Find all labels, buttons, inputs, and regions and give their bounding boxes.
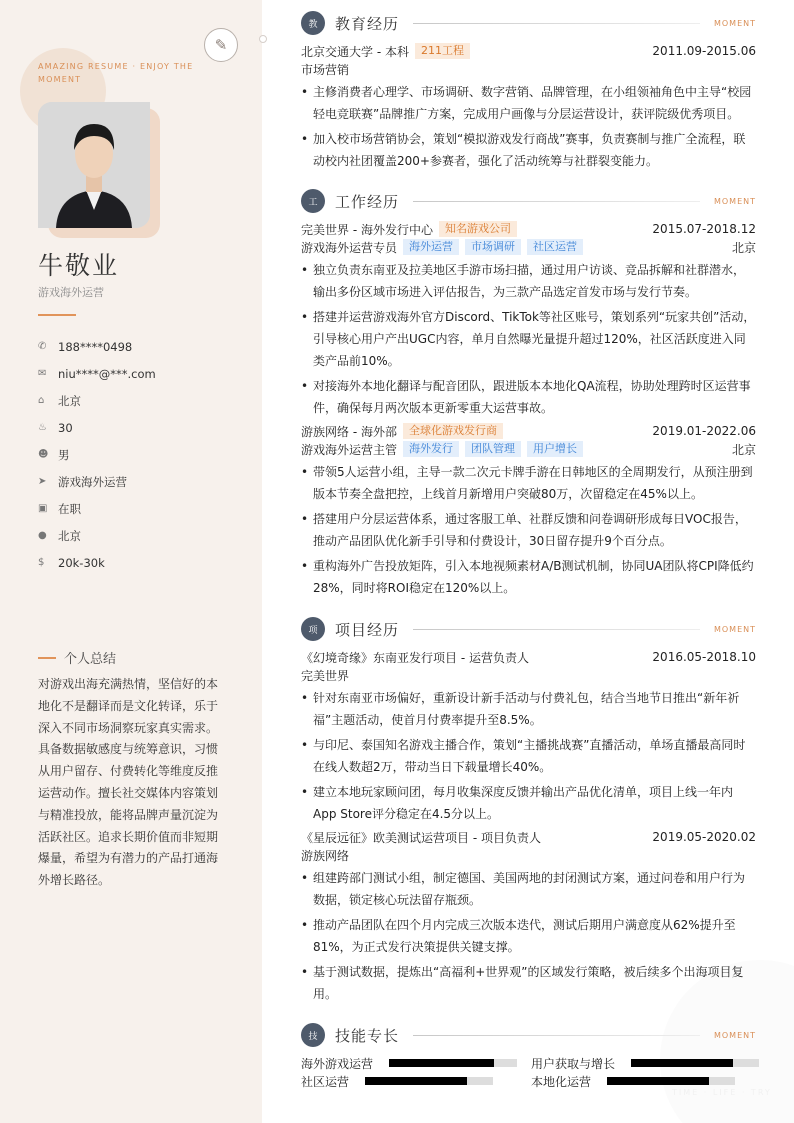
contact-info-item bbox=[38, 387, 156, 414]
work-date: 2019.01-2022.06 bbox=[652, 424, 756, 438]
project-entry bbox=[301, 828, 756, 1005]
summary-text: 对游戏出海充满热情，坚信好的本地化不是翻译而是文化转译，乐于深入不同市场洞察玩家真实需求。具备数据敏感度与统筹意识，习惯从用户留存、付费转化等维度反推运营动作。擅长社交媒体内容策划与精准投放，能将品牌声量沉淀为活跃社区。追求长期价值而非短期爆量，希望为有潜力的产品打通海外增长路径。 bbox=[38, 677, 219, 888]
company-name: 完美世界 - 海外发行中心 bbox=[301, 222, 433, 237]
role-tag: 海外运营 bbox=[403, 239, 459, 255]
contact-info-text: niu****@***.com bbox=[58, 366, 156, 381]
section-badge: 教 bbox=[301, 11, 325, 35]
contact-info-text: 男 bbox=[58, 447, 70, 462]
briefcase-icon: ▣ bbox=[38, 503, 48, 514]
section-divider bbox=[413, 1035, 700, 1036]
section-education-header bbox=[301, 10, 756, 36]
candidate-name: 牛敬业 bbox=[38, 251, 120, 280]
company-tag: 知名游戏公司 bbox=[439, 221, 517, 237]
project-name: 《幻境奇缘》东南亚发行项目 - 运营负责人 bbox=[301, 650, 529, 665]
tagline: AMAZING RESUME · ENJOY THE MOMENT bbox=[38, 62, 194, 84]
list-item: • 加入校市场营销协会，策划“模拟游戏发行商战”赛事，负责赛制与推广全流程，联动校内社团覆盖200+参赛者，强化了活动统筹与社群裂变能力。 bbox=[301, 128, 756, 172]
section-skills-header bbox=[301, 1022, 756, 1048]
skill-level-fill bbox=[631, 1059, 733, 1067]
gender-icon: ☻ bbox=[38, 449, 49, 460]
project-name: 《星辰远征》欧美测试运营项目 - 项目负责人 bbox=[301, 830, 541, 845]
education-block bbox=[301, 42, 756, 172]
sidebar bbox=[0, 0, 262, 1123]
skill-item bbox=[531, 1054, 759, 1072]
role-name: 游戏海外运营主管 bbox=[301, 442, 398, 457]
accent-divider bbox=[38, 314, 76, 316]
section-moment-label: MOMENT bbox=[713, 18, 756, 28]
project-org: 完美世界 bbox=[301, 668, 350, 683]
skill-level-bar bbox=[365, 1077, 493, 1085]
role-name: 游戏海外运营专员 bbox=[301, 240, 398, 255]
accent-bar bbox=[38, 657, 56, 659]
contact-info-text: 30 bbox=[58, 420, 73, 435]
contact-info-item bbox=[38, 522, 156, 549]
work-city: 北京 bbox=[731, 240, 756, 255]
summary-title: 个人总结 bbox=[64, 652, 117, 667]
skill-level-fill bbox=[365, 1077, 467, 1085]
list-item: • 对接海外本地化翻译与配音团队，跟进版本本地化QA流程，协助处理跨时区运营事件，确保每月两次版本更新零重大运营事故。 bbox=[301, 375, 756, 419]
section-title: 技能专长 bbox=[335, 1026, 400, 1045]
section-project-header bbox=[301, 616, 756, 642]
education-major: 市场营销 bbox=[301, 62, 350, 77]
mail-icon: ✉ bbox=[38, 368, 47, 379]
list-item: • 主修消费者心理学、市场调研、数字营销、品牌管理，在小组领袖角色中主导“校园轻电竞联赛”品牌推广方案，完成用户画像与分层运营设计，获评院级优秀项目。 bbox=[301, 81, 756, 125]
section-work-header bbox=[301, 188, 756, 214]
job-title: 游戏海外运营 bbox=[38, 286, 104, 299]
skill-level-bar bbox=[607, 1077, 735, 1085]
section-badge: 项 bbox=[301, 617, 325, 641]
list-item: • 建立本地玩家顾问团，每月收集深度反馈并输出产品优化清单，项目上线一年内App Store评分稳定在4.5分以上。 bbox=[301, 781, 756, 825]
section-divider bbox=[413, 23, 700, 24]
avatar bbox=[38, 102, 150, 228]
list-item: • 搭建用户分层运营体系，通过客服工单、社群反馈和问卷调研形成每日VOC报告，推动产品团队优化新手引导和付费设计，30日留存提升9个百分点。 bbox=[301, 508, 756, 552]
contact-info-item bbox=[38, 333, 156, 360]
company-name: 游族网络 - 海外部 bbox=[301, 424, 397, 439]
section-moment-label: MOMENT bbox=[713, 196, 756, 206]
role-tag: 团队管理 bbox=[465, 441, 521, 457]
location-icon: ● bbox=[38, 530, 47, 541]
list-item: • 重构海外广告投放矩阵，引入本地视频素材A/B测试机制，协同UA团队将CPI降低约28%，同时将ROI稳定在120%以上。 bbox=[301, 555, 756, 599]
contact-info-item bbox=[38, 468, 156, 495]
section-title: 教育经历 bbox=[335, 14, 400, 33]
skill-level-fill bbox=[389, 1059, 494, 1067]
school-tag: 211工程 bbox=[415, 43, 470, 59]
skill-name: 海外游戏运营 bbox=[301, 1056, 374, 1071]
project-date: 2016.05-2018.10 bbox=[652, 650, 756, 664]
role-tag: 市场调研 bbox=[465, 239, 521, 255]
project-date: 2019.05-2020.02 bbox=[652, 830, 756, 844]
school-name: 北京交通大学 - 本科 bbox=[301, 44, 409, 59]
skill-item bbox=[531, 1072, 735, 1090]
list-item: • 基于测试数据，提炼出“高福利+世界观”的区域发行策略，被后续多个出海项目复用。 bbox=[301, 961, 756, 1005]
salary-icon: $ bbox=[38, 557, 45, 568]
list-item: • 与印尼、泰国知名游戏主播合作，策划“主播挑战赛”直播活动，单场直播最高同时在线人数超2万，带动当日下载量增长40%。 bbox=[301, 734, 756, 778]
skill-name: 用户获取与增长 bbox=[531, 1056, 616, 1071]
quill-icon: ✎ bbox=[204, 28, 238, 62]
section-divider bbox=[413, 201, 700, 202]
section-moment-label: MOMENT bbox=[713, 1030, 756, 1040]
section-moment-label: MOMENT bbox=[713, 624, 756, 634]
skill-item bbox=[301, 1054, 517, 1072]
skill-item bbox=[301, 1072, 493, 1090]
list-item: • 搭建并运营游戏海外官方Discord、TikTok等社区账号，策划系列“玩家共创”活动，引导核心用户产出UGC内容，单月自然曝光量提升超过120%，社区活跃度进入同类产品前10%。 bbox=[301, 306, 756, 372]
skill-name: 社区运营 bbox=[301, 1074, 350, 1089]
contact-info-text: 188****0498 bbox=[58, 339, 133, 354]
contact-info-text: 游戏海外运营 bbox=[58, 474, 127, 489]
role-tag: 社区运营 bbox=[527, 239, 583, 255]
skill-name: 本地化运营 bbox=[531, 1074, 592, 1089]
cake-icon: ♨ bbox=[38, 422, 47, 433]
section-badge: 技 bbox=[301, 1023, 325, 1047]
role-tag: 用户增长 bbox=[527, 441, 583, 457]
project-entry bbox=[301, 648, 756, 825]
list-item: • 组建跨部门测试小组，制定德国、美国两地的封闭测试方案，通过问卷和用户行为数据，锁定核心玩法留存瓶颈。 bbox=[301, 867, 756, 911]
summary-heading bbox=[38, 648, 116, 667]
work-entry bbox=[301, 422, 756, 599]
section-divider bbox=[413, 629, 700, 630]
contact-info-text: 北京 bbox=[58, 528, 81, 543]
contact-info-text: 在职 bbox=[58, 501, 81, 516]
list-item: • 推动产品团队在四个月内完成三次版本迭代，测试后期用户满意度从62%提升至81%，为正式发行决策提供关键支撑。 bbox=[301, 914, 756, 958]
section-badge: 工 bbox=[301, 189, 325, 213]
contact-info-item bbox=[38, 441, 156, 468]
phone-icon: ✆ bbox=[38, 341, 47, 352]
home-icon: ⌂ bbox=[38, 395, 45, 406]
contact-info-text: 北京 bbox=[58, 393, 81, 408]
watermark: TIME · LIFE · TRY bbox=[672, 1088, 772, 1097]
work-entry bbox=[301, 220, 756, 419]
contact-info-item bbox=[38, 495, 156, 522]
company-tag: 全球化游戏发行商 bbox=[403, 423, 503, 439]
work-city: 北京 bbox=[731, 442, 756, 457]
contact-info-item bbox=[38, 549, 156, 576]
decorative-dot bbox=[259, 35, 267, 43]
work-date: 2015.07-2018.12 bbox=[652, 222, 756, 236]
project-org: 游族网络 bbox=[301, 848, 350, 863]
section-title: 项目经历 bbox=[335, 620, 400, 639]
section-title: 工作经历 bbox=[335, 192, 400, 211]
list-item: • 独立负责东南亚及拉美地区手游市场扫描，通过用户访谈、竞品拆解和社群潜水，输出多份区域市场进入评估报告，为三款产品选定首发市场与发行节奏。 bbox=[301, 259, 756, 303]
list-item: • 带领5人运营小组，主导一款二次元卡牌手游在日韩地区的全周期发行，从预注册到版本节奏全盘把控，上线首月新增用户突破80万，次留稳定在45%以上。 bbox=[301, 461, 756, 505]
role-tag: 海外发行 bbox=[403, 441, 459, 457]
contact-info-item bbox=[38, 360, 156, 387]
skill-level-fill bbox=[607, 1077, 709, 1085]
send-icon: ➤ bbox=[38, 476, 47, 487]
contact-info-item bbox=[38, 414, 156, 441]
skill-level-bar bbox=[631, 1059, 759, 1067]
list-item: • 针对东南亚市场偏好，重新设计新手活动与付费礼包，结合当地节日推出“新年祈福”主题活动，使首月付费率提升至8.5%。 bbox=[301, 687, 756, 731]
contact-info-text: 20k-30k bbox=[58, 555, 105, 570]
education-date: 2011.09-2015.06 bbox=[652, 44, 756, 58]
contact-info-list bbox=[38, 333, 156, 576]
skill-level-bar bbox=[389, 1059, 517, 1067]
